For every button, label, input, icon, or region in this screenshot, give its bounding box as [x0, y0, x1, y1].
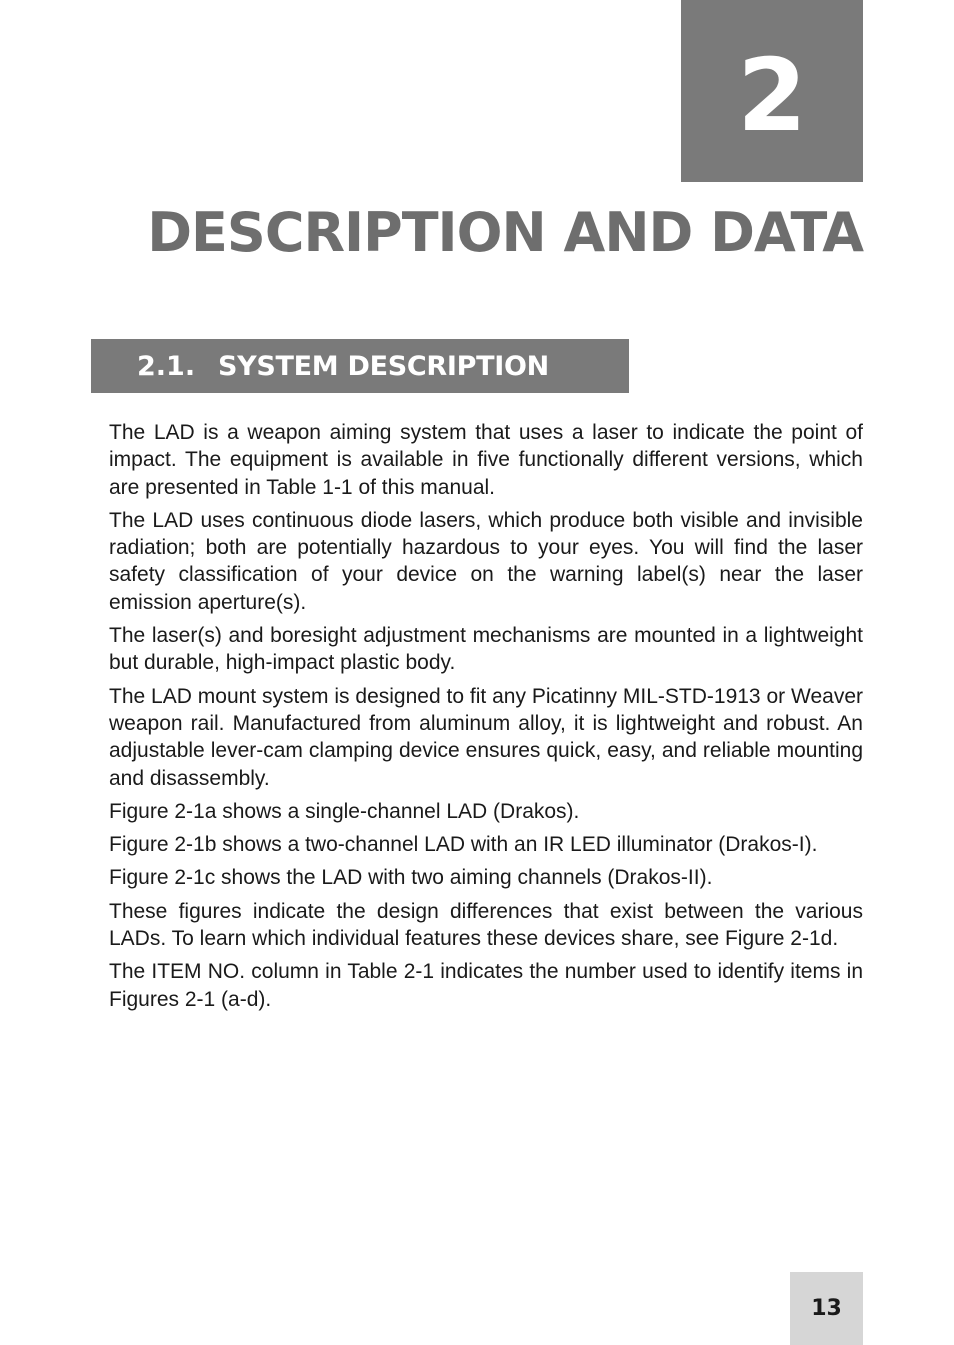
paragraph-intro: The LAD is a weapon aiming system that uses a laser to indicate the point of impact. The equipment is available in five functionally different versions, which are presented in Table 1-1 of this manual.	[109, 421, 863, 499]
page-number: 13	[811, 1296, 842, 1321]
paragraph-mechanisms: The laser(s) and boresight adjustment mechanisms are mounted in a lightweight but durable, high-impact plastic body.	[109, 624, 863, 675]
paragraph-design-differences: These figures indicate the design differences that exist between the various LADs. To learn which individual features these devices share, see Figure 2-1d.	[109, 899, 863, 951]
chapter-number: 2	[737, 37, 807, 154]
paragraph-figure-2-1c: Figure 2-1c shows the LAD with two aiming channels (Drakos-II).	[109, 866, 713, 890]
page-number-box	[790, 1272, 863, 1345]
section-number: 2.1.	[137, 350, 196, 382]
section-title: SYSTEM DESCRIPTION	[218, 350, 549, 382]
chapter-title: DESCRIPTION AND DATA	[147, 201, 863, 264]
body-text	[109, 419, 863, 1019]
section-heading-bar	[91, 339, 629, 393]
chapter-number-box	[681, 0, 863, 182]
paragraph-item-no: The ITEM NO. column in Table 2-1 indicates the number used to identify items in Figures 2-1 (a-d).	[109, 960, 863, 1011]
paragraph-figure-2-1a: Figure 2-1a shows a single-channel LAD (Drakos).	[109, 799, 580, 823]
paragraph-figure-2-1b: Figure 2-1b shows a two-channel LAD with an IR LED illuminator (Drakos-I).	[109, 833, 818, 857]
paragraph-lasers: The LAD uses continuous diode lasers, which produce both visible and invisible radiation; both are potentially hazardous to your eyes. You will find the laser safety classification of your device on the warning label(s) near the laser emission aperture(s).	[109, 508, 863, 614]
paragraph-mount-system: The LAD mount system is designed to fit any Picatinny MIL-STD-1913 or Weaver weapon rail. Manufactured from aluminum alloy, it is lightweight and robust. An adjustable lever-cam clamping device ensures quick, easy, and reliable mounting and disassembly.	[109, 684, 863, 790]
